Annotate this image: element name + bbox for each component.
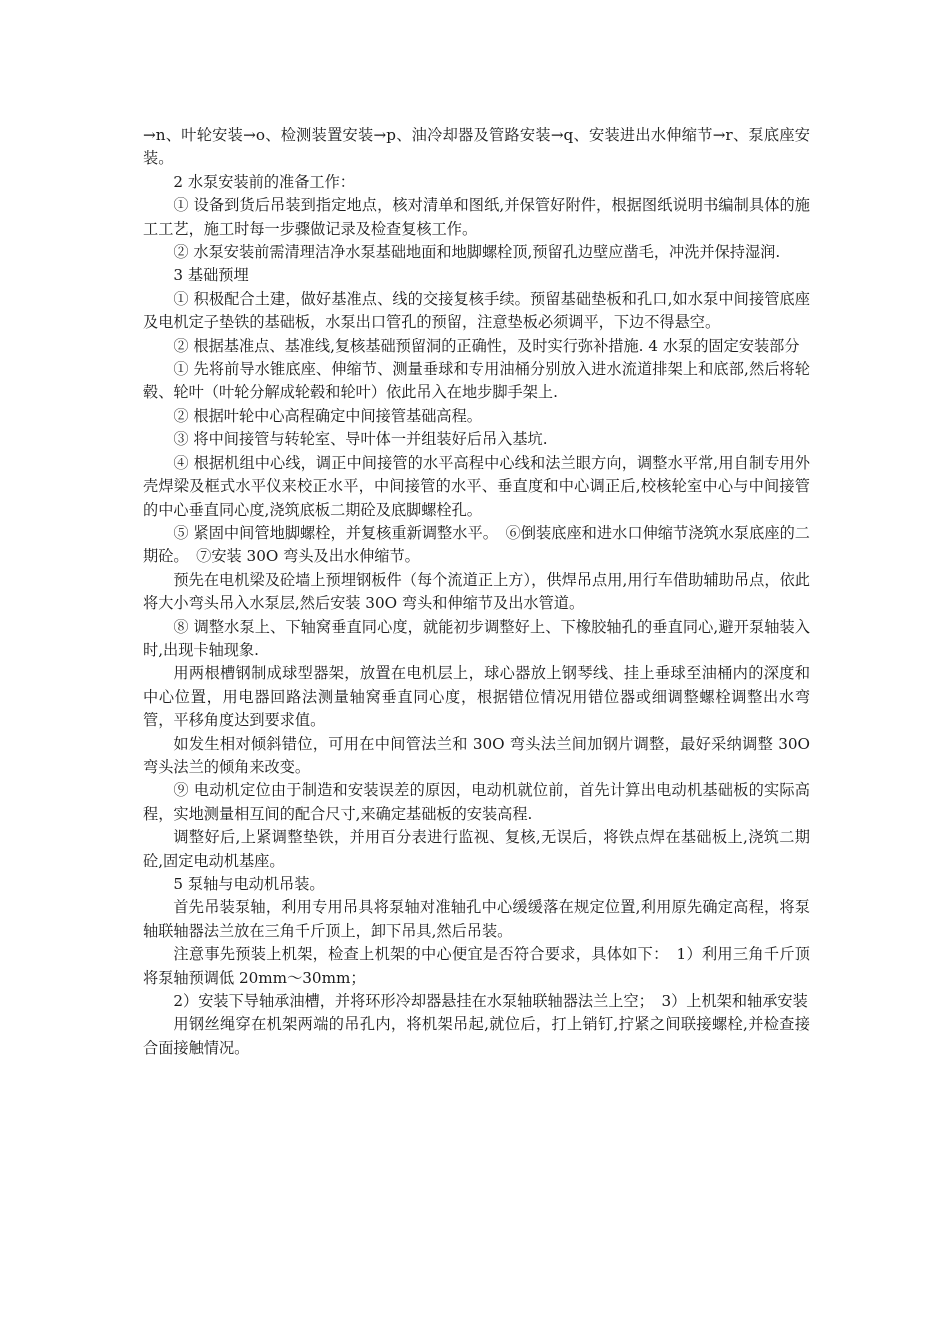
paragraph: 如发生相对倾斜错位，可用在中间管法兰和 30O 弯头法兰间加钢片调整，最好采纳调整 30O 弯头法兰的倾角来改变。 — [143, 734, 810, 776]
paragraph: ② 根据叶轮中心高程确定中间接管基础高程。 — [173, 406, 482, 425]
paragraph: 预先在电机梁及砼墙上预埋钢板件（每个流道正上方），供焊吊点用,用行车借助辅助吊点，依此将大小弯头吊入水泵层,然后安装 30O 弯头和伸缩节及出水管道。 — [143, 570, 810, 613]
paragraph: 首先吊装泵轴，利用专用吊具将泵轴对准轴孔中心缓缓落在规定位置,利用原先确定高程，将泵轴联轴器法兰放在三角千斤顶上，卸下吊具,然后吊装。 — [143, 898, 810, 940]
paragraph: 调整好后,上紧调整垫铁，并用百分表进行监视、复核,无误后，将铁点焊在基础板上,浇筑二期砼,固定电动机基座。 — [143, 828, 810, 870]
section-heading: 5 泵轴与电动机吊装。 — [173, 875, 325, 893]
paragraph: ⑨ 电动机定位由于制造和安装误差的原因，电动机就位前，首先计算出电动机基础板的实际高程，实地测量相互间的配合尺寸,来确定基础板的安装高程. — [143, 781, 810, 823]
section-heading: 2 水泵安装前的准备工作： — [173, 172, 355, 191]
paragraph: ③ 将中间接管与转轮室、导叶体一并组装好后吊入基坑. — [173, 430, 548, 449]
paragraph: 用钢丝绳穿在机架两端的吊孔内，将机架吊起,就位后，打上销钉,拧紧之间联接螺栓,并检查接合面接触情况。 — [143, 1015, 810, 1057]
paragraph: 注意事先预装上机架，检查上机架的中心便宜是否符合要求，具体如下： 1）利用三角千斤顶将泵轴预调低 20mm～30mm； — [143, 945, 810, 987]
section-heading: 3 基础预埋 — [173, 266, 249, 285]
document-body — [143, 124, 810, 1060]
paragraph: 用两根槽钢制成球型器架，放置在电机层上，球心器放上钢琴线、挂上垂球至油桶内的深度和中心位置，用电器回路法测量轴窝垂直同心度，根据错位情况用错位器或细调整螺栓调整出水弯管，平移角度达到要求值。 — [143, 664, 810, 730]
paragraph: ① 先将前导水锥底座、伸缩节、测量垂球和专用油桶分别放入进水流道排架上和底部,然后将轮毂、轮叶（叶轮分解成轮毂和轮叶）依此吊入在地步脚手架上. — [143, 360, 810, 402]
paragraph: ⑧ 调整水泵上、下轴窝垂直同心度，就能初步调整好上、下橡胶轴孔的垂直同心,避开泵轴装入时,出现卡轴现象. — [143, 617, 810, 659]
paragraph: 2）安装下导轴承油槽，并将环形冷却器悬挂在水泵轴联轴器法兰上空； 3）上机架和轴承安装 — [173, 992, 808, 1011]
paragraph: →n、叶轮安装→o、检测装置安装→p、油冷却器及管路安装→q、安装进出水伸缩节→r、泵底座安装。 — [143, 126, 810, 168]
paragraph: ② 根据基准点、基准线,复核基础预留洞的正确性，及时实行弥补措施. 4 水泵的固定安装部分 — [173, 336, 800, 355]
paragraph: ① 积极配合土建，做好基准点、线的交接复核手续。预留基础垫板和孔口,如水泵中间接管底座及电机定子垫铁的基础板，水泵出口管孔的预留，注意垫板必须调平，下边不得悬空。 — [143, 289, 810, 332]
paragraph: ④ 根据机组中心线，调正中间接管的水平高程中心线和法兰眼方向，调整水平常,用自制专用外壳焊梁及框式水平仪来校正水平，中间接管的水平、垂直度和中心调正后,校核轮室中心与中间接管的中心垂直同心度,浇筑底板二期砼及底脚螺栓孔。 — [143, 453, 810, 519]
paragraph: ① 设备到货后吊装到指定地点，核对清单和图纸,并保管好附件，根据图纸说明书编制具体的施工工艺，施工时每一步骤做记录及检查复核工作。 — [143, 196, 810, 238]
paragraph: ② 水泵安装前需清理洁净水泵基础地面和地脚螺栓顶,预留孔边壁应凿毛，冲洗并保持湿润. — [173, 243, 781, 262]
paragraph: ⑤ 紧固中间管地脚螺栓，并复核重新调整水平。 ⑥倒装底座和进水口伸缩节浇筑水泵底座的二期砼。 ⑦安装 30O 弯头及出水伸缩节。 — [143, 523, 810, 566]
